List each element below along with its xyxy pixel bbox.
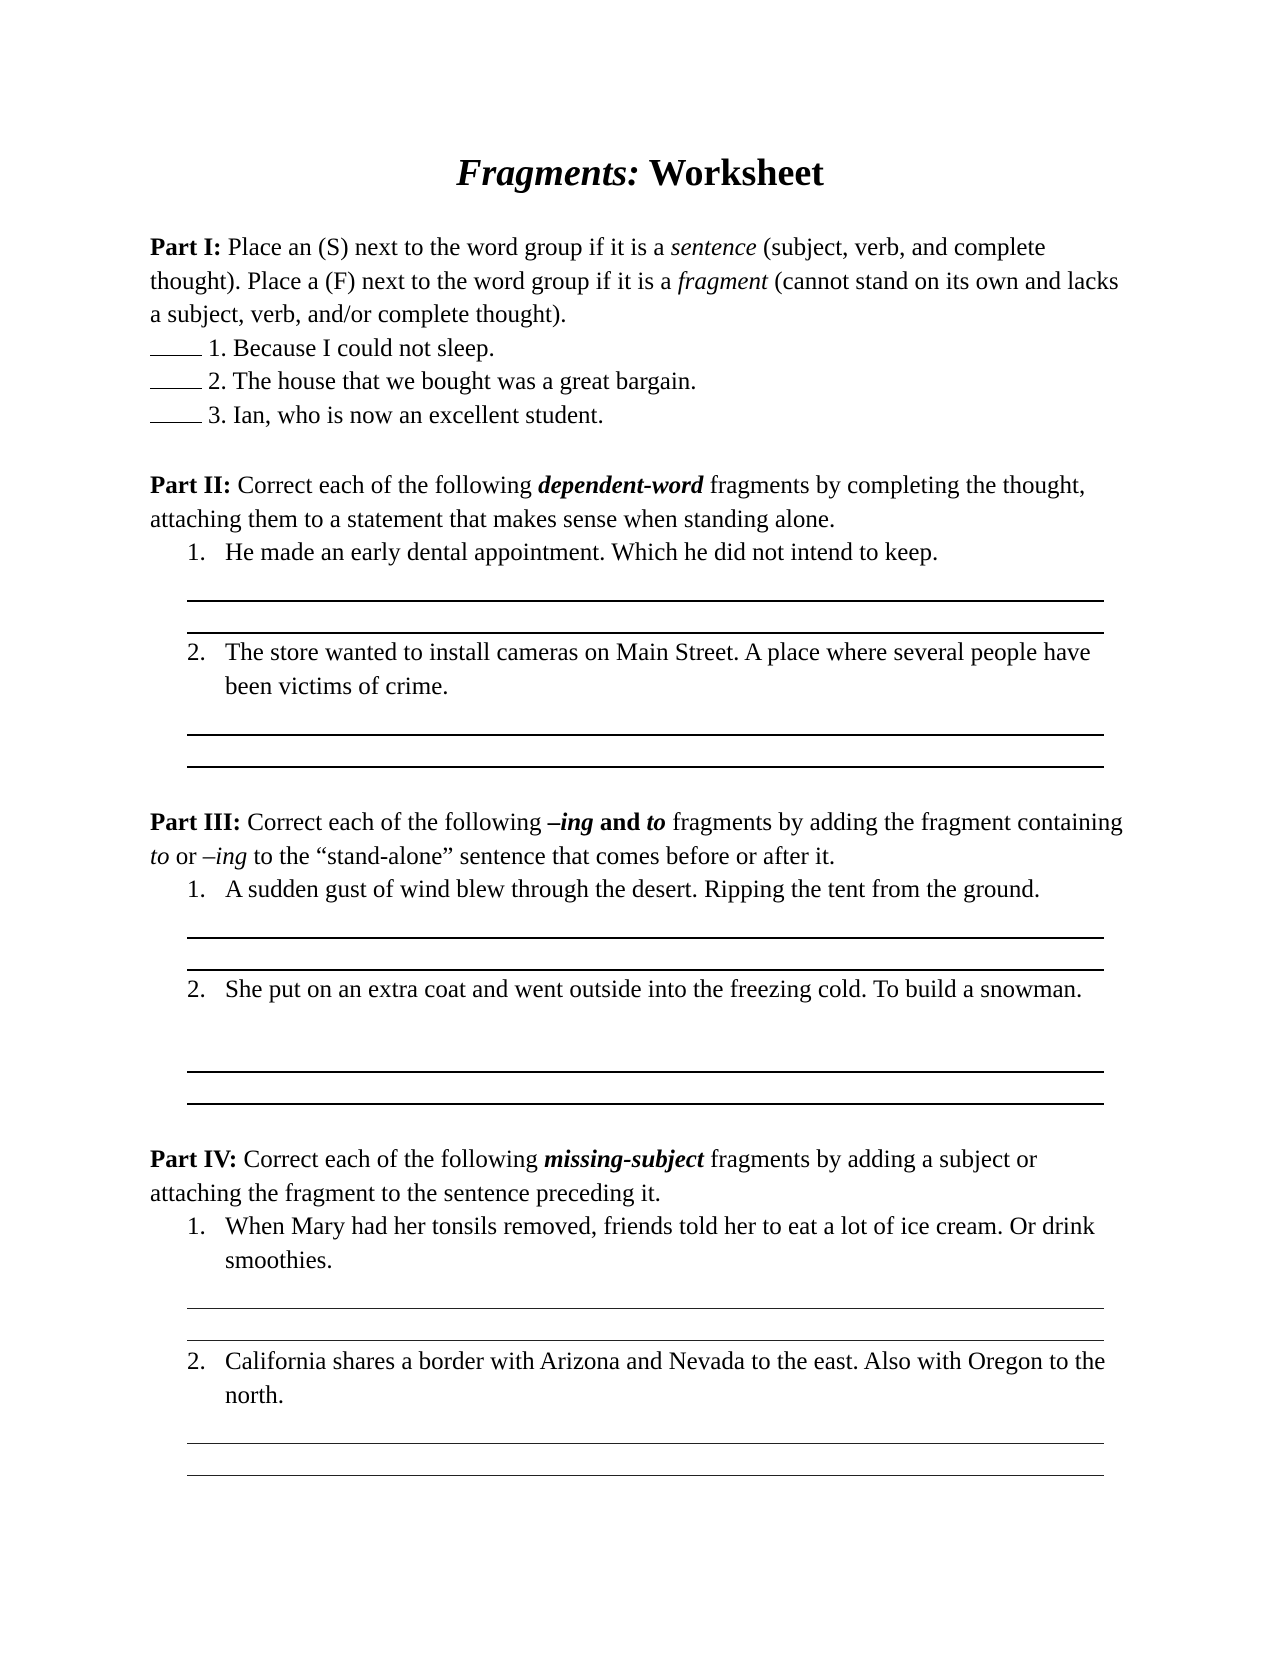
part1-text-1: Place an (S) next to the word group if it is a (221, 234, 671, 261)
part1-text-2: (subject, verb, and complete thought). Place a (F) next to the word group if it is a (150, 234, 1046, 295)
part2-text-1: Correct each of the following (231, 472, 539, 499)
part1-item (150, 365, 1130, 399)
answer-line[interactable] (187, 600, 1104, 602)
answer-line[interactable] (187, 1443, 1104, 1444)
part4-label: Part IV: (150, 1146, 238, 1173)
answer-blank[interactable] (150, 366, 202, 389)
page-title (0, 148, 1280, 198)
question-text: She put on an extra coat and went outside into the freezing cold. To build a snowman. (225, 976, 1083, 1003)
part1-label: Part I: (150, 234, 222, 261)
part3-and: and (593, 809, 647, 836)
part1-item-text: 3. Ian, who is now an excellent student. (208, 401, 604, 429)
part3-text-2: fragments by adding the fragment containing (665, 809, 1123, 836)
part3-emphasis-to: to (646, 809, 666, 836)
part2-question-1 (187, 536, 1127, 570)
part4-question-1 (187, 1210, 1127, 1277)
part3-instructions (150, 806, 1130, 873)
title-italic: Fragments: (456, 152, 640, 194)
answer-line[interactable] (187, 734, 1104, 736)
question-text: When Mary had her tonsils removed, friends told her to eat a lot of ice cream. Or drink smoothies. (225, 1213, 1095, 1274)
question-number: 1. (187, 539, 206, 566)
part1-emphasis-fragment: fragment (677, 267, 768, 295)
answer-line[interactable] (187, 1103, 1104, 1105)
part2-instructions (150, 469, 1130, 536)
question-number: 2. (187, 976, 206, 1003)
question-text: A sudden gust of wind blew through the desert. Ripping the tent from the ground. (225, 876, 1041, 903)
answer-line[interactable] (187, 1475, 1104, 1476)
part3-text-1: Correct each of the following (240, 809, 548, 836)
part4-emphasis: missing-subject (544, 1146, 704, 1173)
part3-text-3: or (169, 842, 203, 870)
part4-question-2 (187, 1345, 1127, 1412)
question-text: California shares a border with Arizona and Nevada to the east. Also with Oregon to the north. (225, 1348, 1106, 1409)
answer-line[interactable] (187, 937, 1104, 939)
part3-question-1 (187, 873, 1127, 907)
part1-item (150, 332, 1130, 366)
part3-italic-to: to (150, 842, 170, 870)
question-number: 1. (187, 876, 206, 903)
answer-line[interactable] (187, 969, 1104, 971)
part3-emphasis-ing: –ing (547, 809, 594, 836)
part2-label: Part II: (150, 472, 232, 499)
part2-text-2: fragments by completing the thought, attaching them to a statement that makes sense when standing alone. (150, 472, 1086, 533)
question-number: 2. (187, 1348, 206, 1375)
part1-section (150, 231, 1130, 432)
part1-item-text: 1. Because I could not sleep. (208, 334, 495, 362)
answer-line[interactable] (187, 766, 1104, 768)
question-number: 2. (187, 639, 206, 666)
question-text: He made an early dental appointment. Which he did not intend to keep. (225, 539, 939, 566)
part3-label: Part III: (150, 809, 241, 836)
question-number: 1. (187, 1213, 206, 1240)
part1-instructions (150, 231, 1130, 332)
part4-instructions (150, 1143, 1130, 1210)
part3-text-4: to the “stand-alone” sentence that comes before or after it. (247, 842, 836, 870)
part4-text-1: Correct each of the following (237, 1146, 545, 1173)
question-text: The store wanted to install cameras on Main Street. A place where several people have been victims of crime. (225, 639, 1091, 700)
part1-item-text: 2. The house that we bought was a great bargain. (208, 368, 697, 395)
answer-blank[interactable] (150, 400, 202, 423)
answer-line[interactable] (187, 1340, 1104, 1341)
part1-item (150, 399, 1130, 433)
answer-line[interactable] (187, 632, 1104, 634)
answer-blank[interactable] (150, 333, 202, 356)
part3-italic-ing: –ing (202, 842, 248, 870)
part1-emphasis-sentence: sentence (670, 234, 757, 261)
part4-text-2: fragments by adding a subject or attaching the fragment to the sentence preceding it. (150, 1146, 1038, 1207)
answer-line[interactable] (187, 1071, 1104, 1073)
part2-question-2 (187, 636, 1127, 703)
answer-line[interactable] (187, 1308, 1104, 1309)
part1-text-3: (cannot stand on its own and lacks a subject, verb, and/or complete thought). (150, 267, 1119, 328)
part2-emphasis: dependent-word (538, 472, 704, 499)
part3-question-2 (187, 973, 1127, 1007)
title-normal: Worksheet (639, 152, 824, 194)
